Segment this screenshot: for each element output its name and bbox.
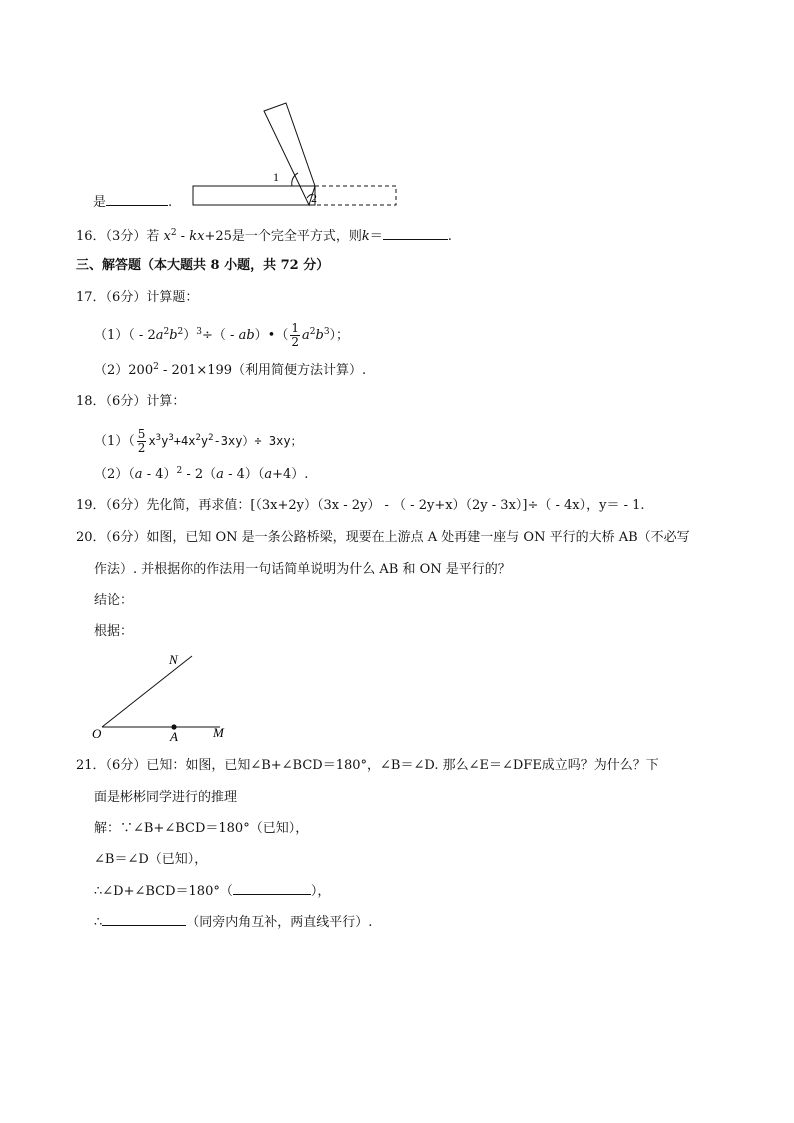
question-16: 16．（3分）若 $x^2 - kx+25$是一个完全平方式，则k＝ . (76, 228, 452, 244)
q15-answer-blank[interactable] (106, 193, 168, 206)
fraction-one-half: $\frac{1}{2}$ (291, 321, 299, 349)
q20-conclusion-label: 结论： (94, 593, 134, 608)
question-20-line-1: 20．（6分）如图，已知 ON 是一条公路桥梁，现要在上游点 A 处再建一座与 ON 平行的大桥 AB（不必写 (76, 530, 690, 545)
q21-conclusion-blank[interactable] (102, 913, 186, 926)
angle-2-label: 2 (311, 191, 317, 205)
fraction-five-halves: $\frac{5}{2}$ (137, 427, 146, 455)
q21-reason-blank[interactable] (233, 882, 311, 895)
question-18: 18．（6分）计算： (76, 394, 186, 409)
question-21-line-2: 面是彬彬同学进行的推理 (94, 790, 238, 805)
question-20-line-2: 作法）. 并根据你的作法用一句话简单说明为什么 AB 和 ON 是平行的？ (94, 562, 511, 577)
q16-answer-blank[interactable] (383, 227, 448, 240)
section-3-title: 三、解答题（本大题共 8 小题，共 72 分） (76, 258, 330, 273)
question-17-part-2: $(2)200^2 - 201\times 199$（利用简便方法计算）. (94, 362, 367, 378)
q21-step-4: ∴ （同旁内角互补，两直线平行）. (94, 915, 373, 930)
strip-flat-part (193, 186, 315, 205)
strip-dashed-part (309, 186, 396, 205)
folded-strip-figure (185, 98, 405, 213)
q21-step-1: 解：∵∠B+∠BCD＝180°（已知）， (94, 821, 309, 836)
question-18-part-1: （1）（ $\frac{5}{2}$ $x^3y^3+4x^2y^2-3xy)\div 3xy$； (94, 427, 303, 455)
label-o: O (92, 726, 102, 741)
question-19: 19．（6分）先化简，再求值：[（3x+2y）（3x - 2y） - （ - 2y+x）（2y - 3x）]÷（ - 4x），y＝ - 1. (76, 498, 645, 513)
question-17: 17．（6分）计算题： (76, 290, 199, 305)
angle-1-label: 1 (273, 170, 279, 184)
angle-figure (88, 648, 238, 744)
q15-answer-line: 是 . (93, 195, 173, 210)
q21-step-3: ∴∠D+∠BCD＝180°（ ）， (94, 884, 331, 899)
ray-on (102, 656, 192, 727)
label-m: M (213, 725, 224, 740)
question-17-part-1: $(1)( - 2a^2b^2)^3\div$（ - ab）•（ $\frac{1}{2}$ $a^2b^3$）； (94, 321, 350, 349)
question-21-line-1: 21．（6分）已知：如图，已知∠B+∠BCD＝180°，∠B＝∠D. 那么∠E＝∠DFE成立吗？为什么？下 (76, 758, 659, 773)
q20-reason-label: 根据： (94, 624, 134, 639)
q21-step-2: ∠B＝∠D（已知）， (94, 852, 208, 867)
label-a: A (170, 729, 178, 744)
question-18-part-2: （2）（a - 4）$^2$ - 2（a - 4）（a+4）. (94, 466, 309, 482)
strip-folded-part (264, 103, 315, 205)
label-n: N (169, 652, 178, 667)
